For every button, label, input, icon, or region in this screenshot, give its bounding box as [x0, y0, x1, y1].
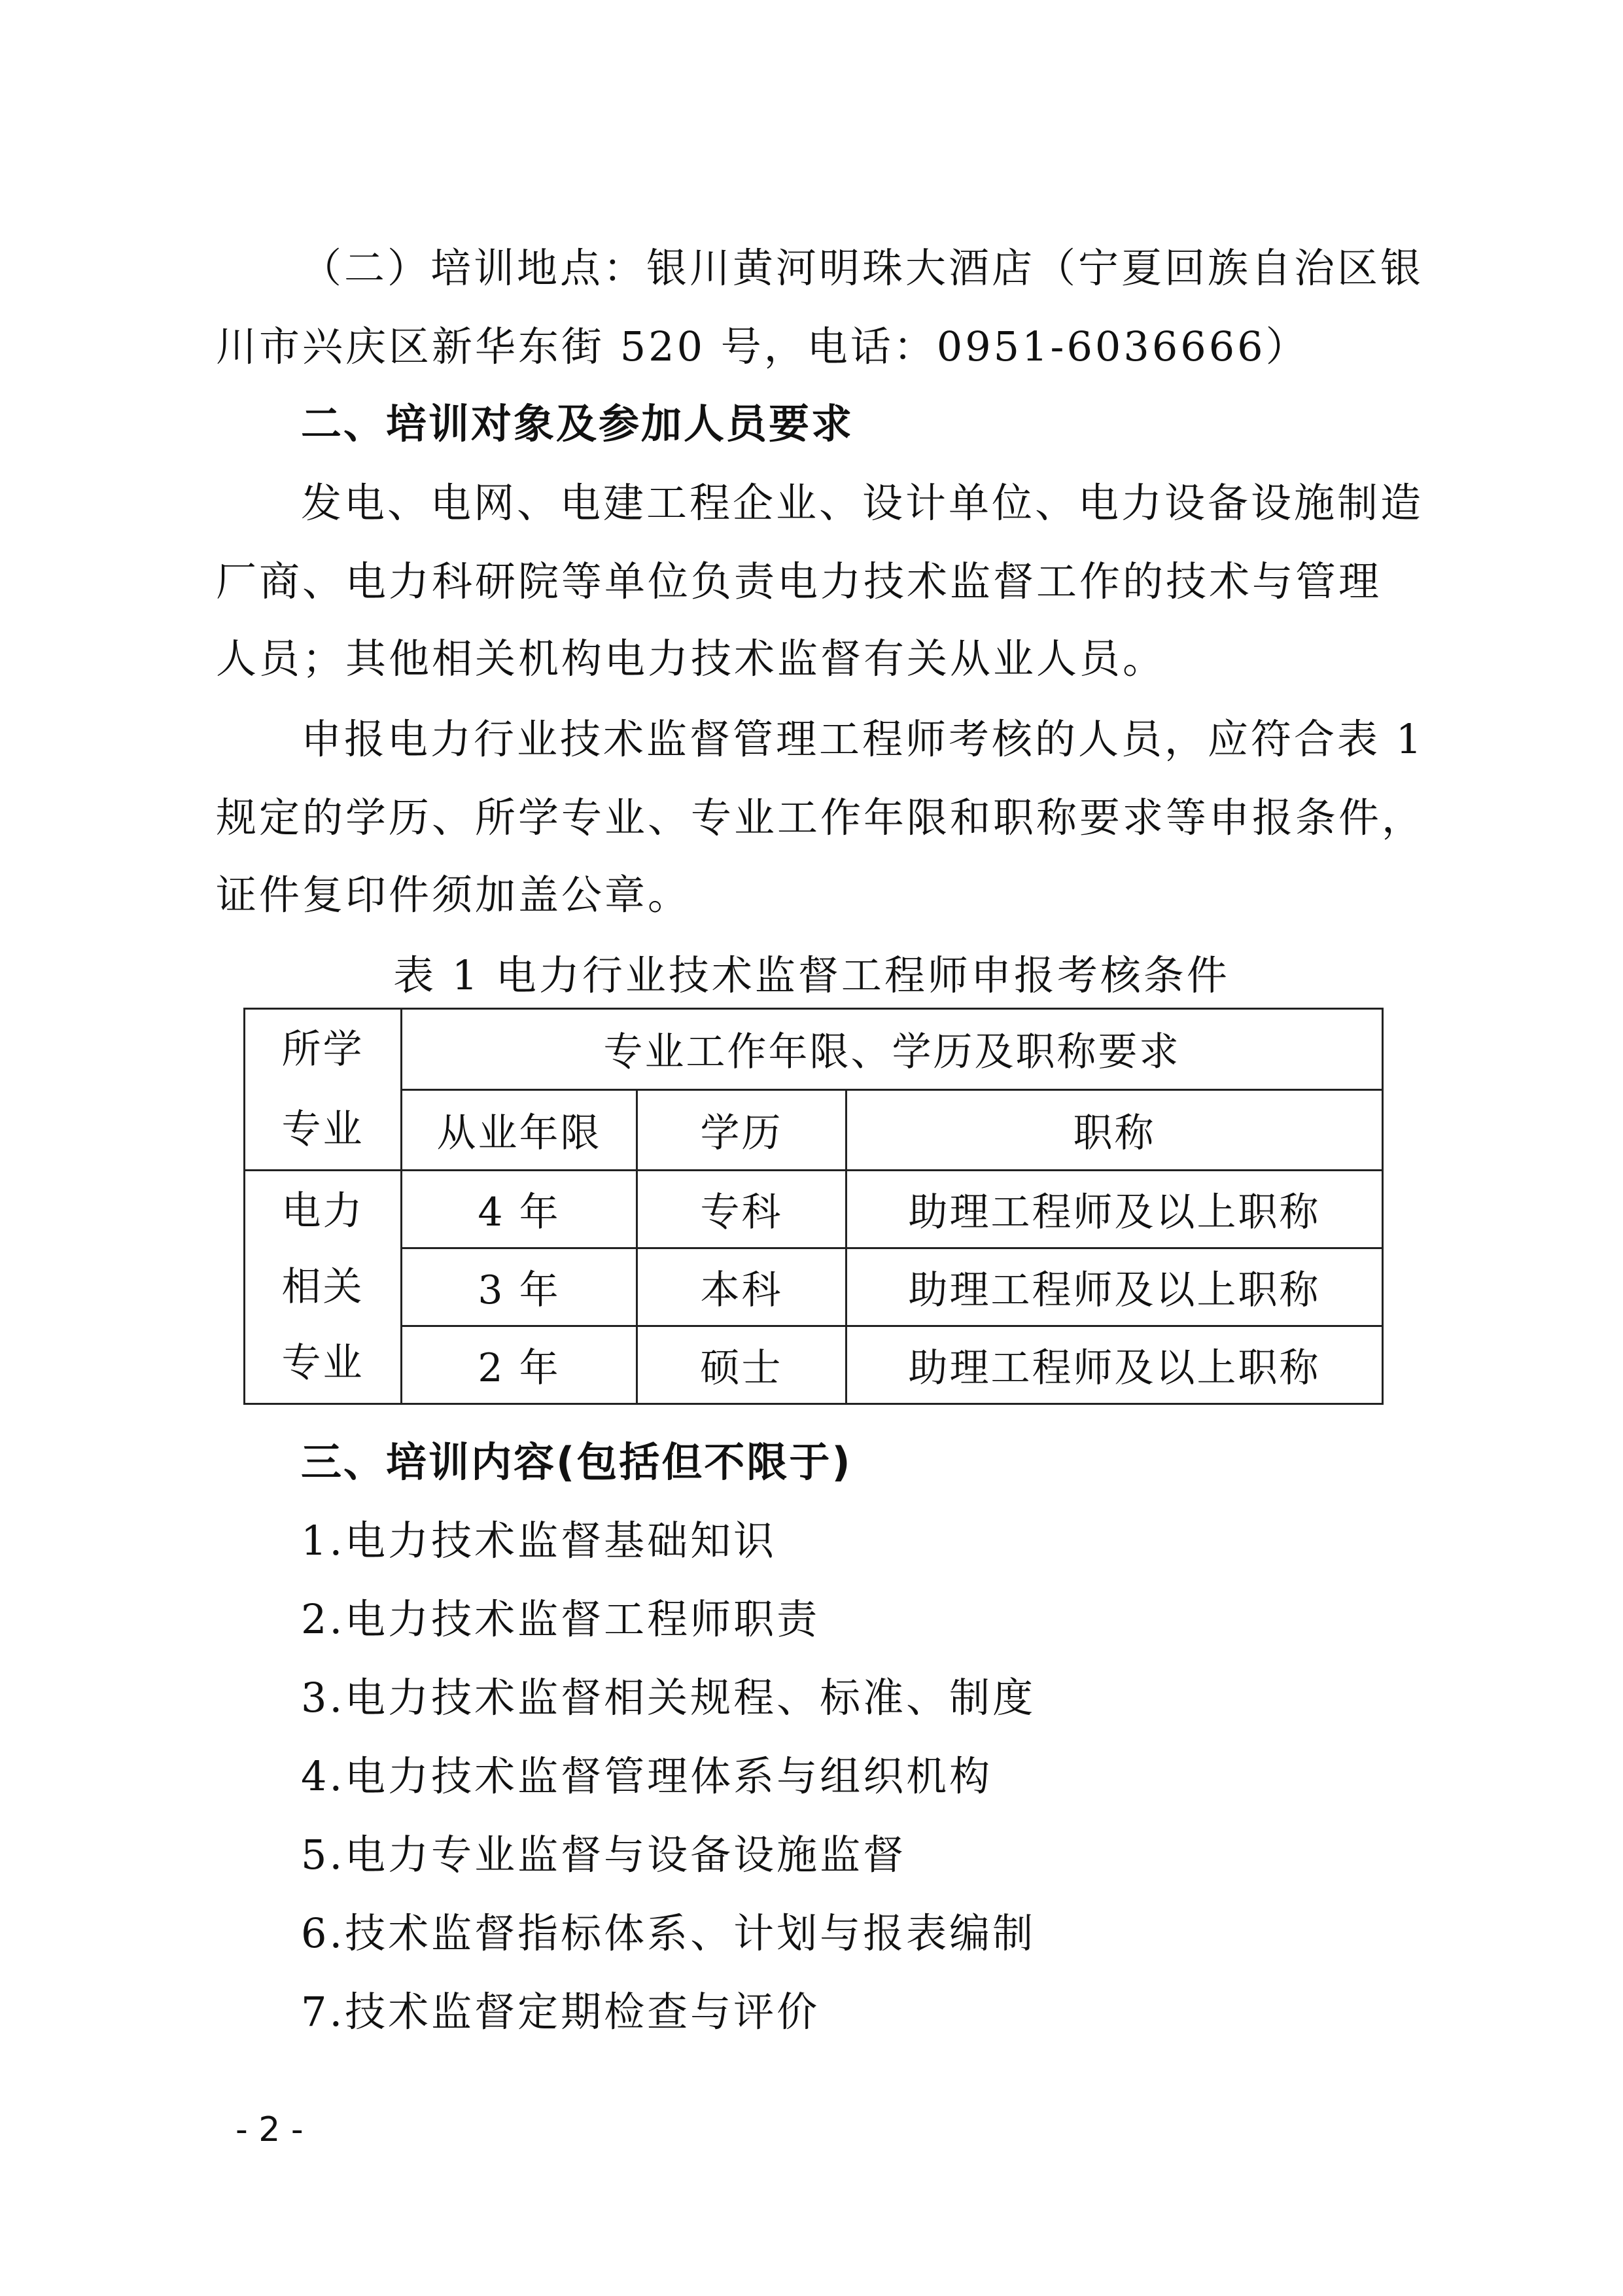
requirement-line-1: 申报电力行业技术监督管理工程师考核的人员，应符合表 1	[301, 715, 1425, 763]
years-cell: 3 年	[402, 1248, 637, 1326]
requirement-line-3: 证件复印件须加盖公章。	[216, 871, 691, 919]
header-major-line-1: 所学	[281, 1027, 364, 1072]
content-item-2: 2.电力技术监督工程师职责	[301, 1595, 820, 1643]
major-line-3: 专业	[281, 1340, 364, 1386]
title-cell: 助理工程师及以上职称	[846, 1248, 1383, 1326]
targets-line-1: 发电、电网、电建工程企业、设计单位、电力设备设施制造	[301, 479, 1424, 527]
table-row	[245, 1326, 1383, 1404]
section-2-heading: 二、培训对象及参加人员要求	[301, 400, 854, 448]
header-major-cell	[245, 1009, 402, 1171]
content-item-3: 3.电力技术监督相关规程、标准、制度	[301, 1674, 1036, 1722]
header-major-line-2: 专业	[281, 1106, 364, 1152]
header-education-cell: 学历	[637, 1089, 846, 1171]
major-line-1: 电力	[281, 1188, 364, 1234]
content-item-7: 7.技术监督定期检查与评价	[301, 1988, 820, 2036]
section-3-heading: 三、培训内容(包括但不限于)	[301, 1438, 852, 1486]
years-cell: 2 年	[402, 1326, 637, 1404]
targets-line-3: 人员；其他相关机构电力技术监督有关从业人员。	[216, 635, 1166, 682]
location-line-1: （二）培训地点：银川黄河明珠大酒店（宁夏回族自治区银	[301, 244, 1424, 292]
header-group-cell: 专业工作年限、学历及职称要求	[402, 1009, 1383, 1090]
content-item-6: 6.技术监督指标体系、计划与报表编制	[301, 1909, 1036, 1957]
major-cell	[245, 1171, 402, 1404]
education-cell: 本科	[637, 1248, 846, 1326]
years-cell: 4 年	[402, 1171, 637, 1248]
table-row	[245, 1171, 1383, 1248]
education-cell: 硕士	[637, 1326, 846, 1404]
header-title-cell: 职称	[846, 1089, 1383, 1171]
major-line-2: 相关	[281, 1264, 364, 1310]
table-row	[245, 1248, 1383, 1326]
title-cell: 助理工程师及以上职称	[846, 1171, 1383, 1248]
title-cell: 助理工程师及以上职称	[846, 1326, 1383, 1404]
content-item-5: 5.电力专业监督与设备设施监督	[301, 1831, 907, 1879]
requirement-line-2: 规定的学历、所学专业、专业工作年限和职称要求等申报条件，	[216, 794, 1425, 841]
location-line-2: 川市兴庆区新华东街 520 号，电话：0951-6036666）	[216, 323, 1309, 370]
requirements-table	[243, 1008, 1384, 1405]
header-years-cell: 从业年限	[402, 1089, 637, 1171]
table-subheader-row	[245, 1089, 1383, 1171]
table-caption: 表 1 电力行业技术监督工程师申报考核条件	[393, 951, 1230, 999]
content-item-4: 4.电力技术监督管理体系与组织机构	[301, 1752, 993, 1800]
content-item-1: 1.电力技术监督基础知识	[301, 1517, 777, 1564]
page-number: - 2 -	[236, 2110, 304, 2149]
education-cell: 专科	[637, 1171, 846, 1248]
table-header-row	[245, 1009, 1383, 1090]
targets-line-2: 厂商、电力科研院等单位负责电力技术监督工作的技术与管理	[216, 557, 1382, 605]
